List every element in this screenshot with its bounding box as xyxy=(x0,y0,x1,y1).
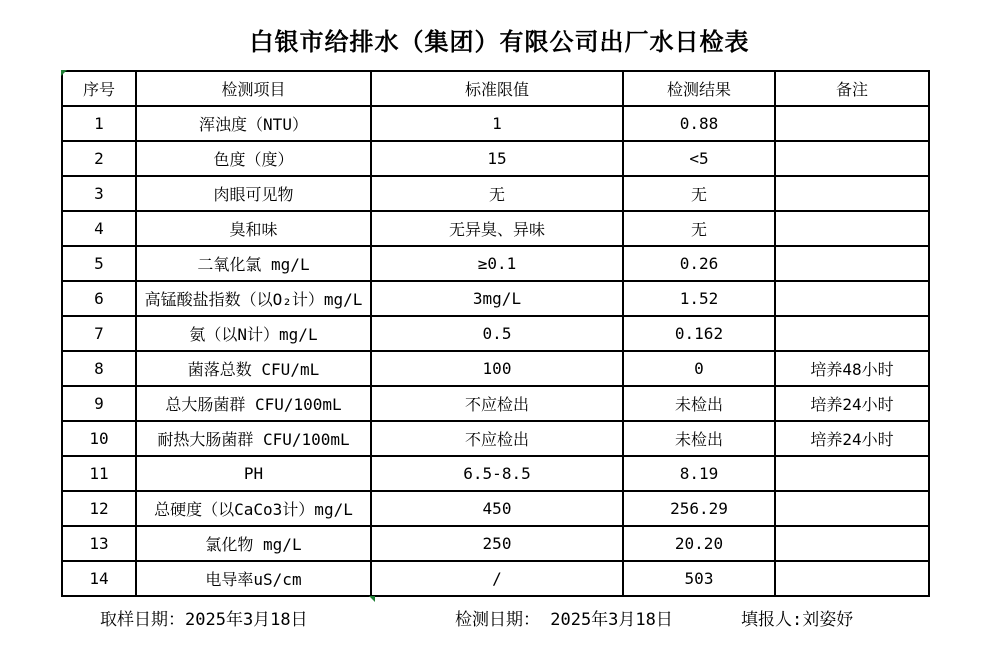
table-row xyxy=(62,211,929,246)
table-cell: 色度（度） xyxy=(136,141,371,176)
table-cell: 15 xyxy=(371,141,623,176)
table-cell xyxy=(775,561,929,596)
table-row xyxy=(62,491,929,526)
table-cell xyxy=(775,316,929,351)
table-cell: 503 xyxy=(623,561,775,596)
table-row xyxy=(62,106,929,141)
page-title: 白银市给排水（集团）有限公司出厂水日检表 xyxy=(249,28,750,56)
table-cell xyxy=(775,456,929,491)
table-cell: 3 xyxy=(62,176,136,211)
table-cell: 不应检出 xyxy=(371,386,623,421)
table-cell: / xyxy=(371,561,623,596)
table-cell: 8.19 xyxy=(623,456,775,491)
table-row xyxy=(62,421,929,456)
table-cell: 7 xyxy=(62,316,136,351)
col-header-index: 序号 xyxy=(62,71,136,106)
reporter-text: 填报人:刘姿妤 xyxy=(741,610,854,630)
table-cell: 0.88 xyxy=(623,106,775,141)
table-cell: 20.20 xyxy=(623,526,775,561)
table-cell: 二氧化氯 mg/L xyxy=(136,246,371,281)
table-row xyxy=(62,176,929,211)
table-row xyxy=(62,526,929,561)
table-cell: 6 xyxy=(62,281,136,316)
table-cell: 耐热大肠菌群 CFU/100mL xyxy=(136,421,371,456)
col-header-remark: 备注 xyxy=(775,71,929,106)
table-cell: 256.29 xyxy=(623,491,775,526)
table-cell: 电导率uS/cm xyxy=(136,561,371,596)
table-cell: 臭和味 xyxy=(136,211,371,246)
table-row xyxy=(62,281,929,316)
table-cell: 0 xyxy=(623,351,775,386)
table-cell xyxy=(775,176,929,211)
table-cell: 氨（以N计）mg/L xyxy=(136,316,371,351)
table-cell: 培养24小时 xyxy=(775,421,929,456)
table-row xyxy=(62,386,929,421)
table-cell: 无 xyxy=(371,176,623,211)
table-cell: 无 xyxy=(623,211,775,246)
table-cell: 13 xyxy=(62,526,136,561)
table-cell: 氯化物 mg/L xyxy=(136,526,371,561)
table-cell: 未检出 xyxy=(623,386,775,421)
table-cell: <5 xyxy=(623,141,775,176)
table-cell: 14 xyxy=(62,561,136,596)
table-cell: PH xyxy=(136,456,371,491)
table-cell: 总硬度（以CaCo3计）mg/L xyxy=(136,491,371,526)
table-cell: 5 xyxy=(62,246,136,281)
table-cell: 菌落总数 CFU/mL xyxy=(136,351,371,386)
table-cell: 培养24小时 xyxy=(775,386,929,421)
table-cell: 无异臭、异味 xyxy=(371,211,623,246)
table-cell: 8 xyxy=(62,351,136,386)
table-cell: 未检出 xyxy=(623,421,775,456)
table-cell xyxy=(775,491,929,526)
table-cell xyxy=(775,106,929,141)
table-cell xyxy=(775,141,929,176)
table-cell: 4 xyxy=(62,211,136,246)
table-header-row xyxy=(62,71,929,106)
table-cell: 6.5-8.5 xyxy=(371,456,623,491)
table-cell: 3mg/L xyxy=(371,281,623,316)
table-cell: 10 xyxy=(62,421,136,456)
table-cell: 250 xyxy=(371,526,623,561)
table-cell: 培养48小时 xyxy=(775,351,929,386)
table-cell: 总大肠菌群 CFU/100mL xyxy=(136,386,371,421)
table-row xyxy=(62,456,929,491)
table-cell: 无 xyxy=(623,176,775,211)
sampling-date-text: 取样日期：2025年3月18日 xyxy=(100,610,308,630)
table-row xyxy=(62,561,929,596)
col-header-limit: 标准限值 xyxy=(371,71,623,106)
table-cell: 450 xyxy=(371,491,623,526)
table-cell: 0.26 xyxy=(623,246,775,281)
table-cell: 不应检出 xyxy=(371,421,623,456)
cell-flag-icon xyxy=(61,70,67,76)
table-cell: 浑浊度（NTU） xyxy=(136,106,371,141)
cell-flag-icon xyxy=(369,596,375,602)
table-cell xyxy=(775,526,929,561)
table-cell xyxy=(775,281,929,316)
col-header-item: 检测项目 xyxy=(136,71,371,106)
table-row xyxy=(62,141,929,176)
table-cell: 11 xyxy=(62,456,136,491)
table-cell xyxy=(775,246,929,281)
table-cell: 肉眼可见物 xyxy=(136,176,371,211)
table-cell: 0.162 xyxy=(623,316,775,351)
table-row xyxy=(62,351,929,386)
inspection-table xyxy=(61,70,930,597)
table-cell: 1 xyxy=(371,106,623,141)
table-cell: ≥0.1 xyxy=(371,246,623,281)
table-cell: 0.5 xyxy=(371,316,623,351)
table-row xyxy=(62,316,929,351)
table-row xyxy=(62,246,929,281)
table-cell: 12 xyxy=(62,491,136,526)
inspection-table-body xyxy=(62,106,929,596)
table-cell: 2 xyxy=(62,141,136,176)
table-cell: 9 xyxy=(62,386,136,421)
table-cell: 高锰酸盐指数（以O₂计）mg/L xyxy=(136,281,371,316)
test-date-text: 检测日期： 2025年3月18日 xyxy=(455,610,673,630)
table-cell: 100 xyxy=(371,351,623,386)
table-cell xyxy=(775,211,929,246)
table-cell: 1 xyxy=(62,106,136,141)
col-header-result: 检测结果 xyxy=(623,71,775,106)
table-cell: 1.52 xyxy=(623,281,775,316)
